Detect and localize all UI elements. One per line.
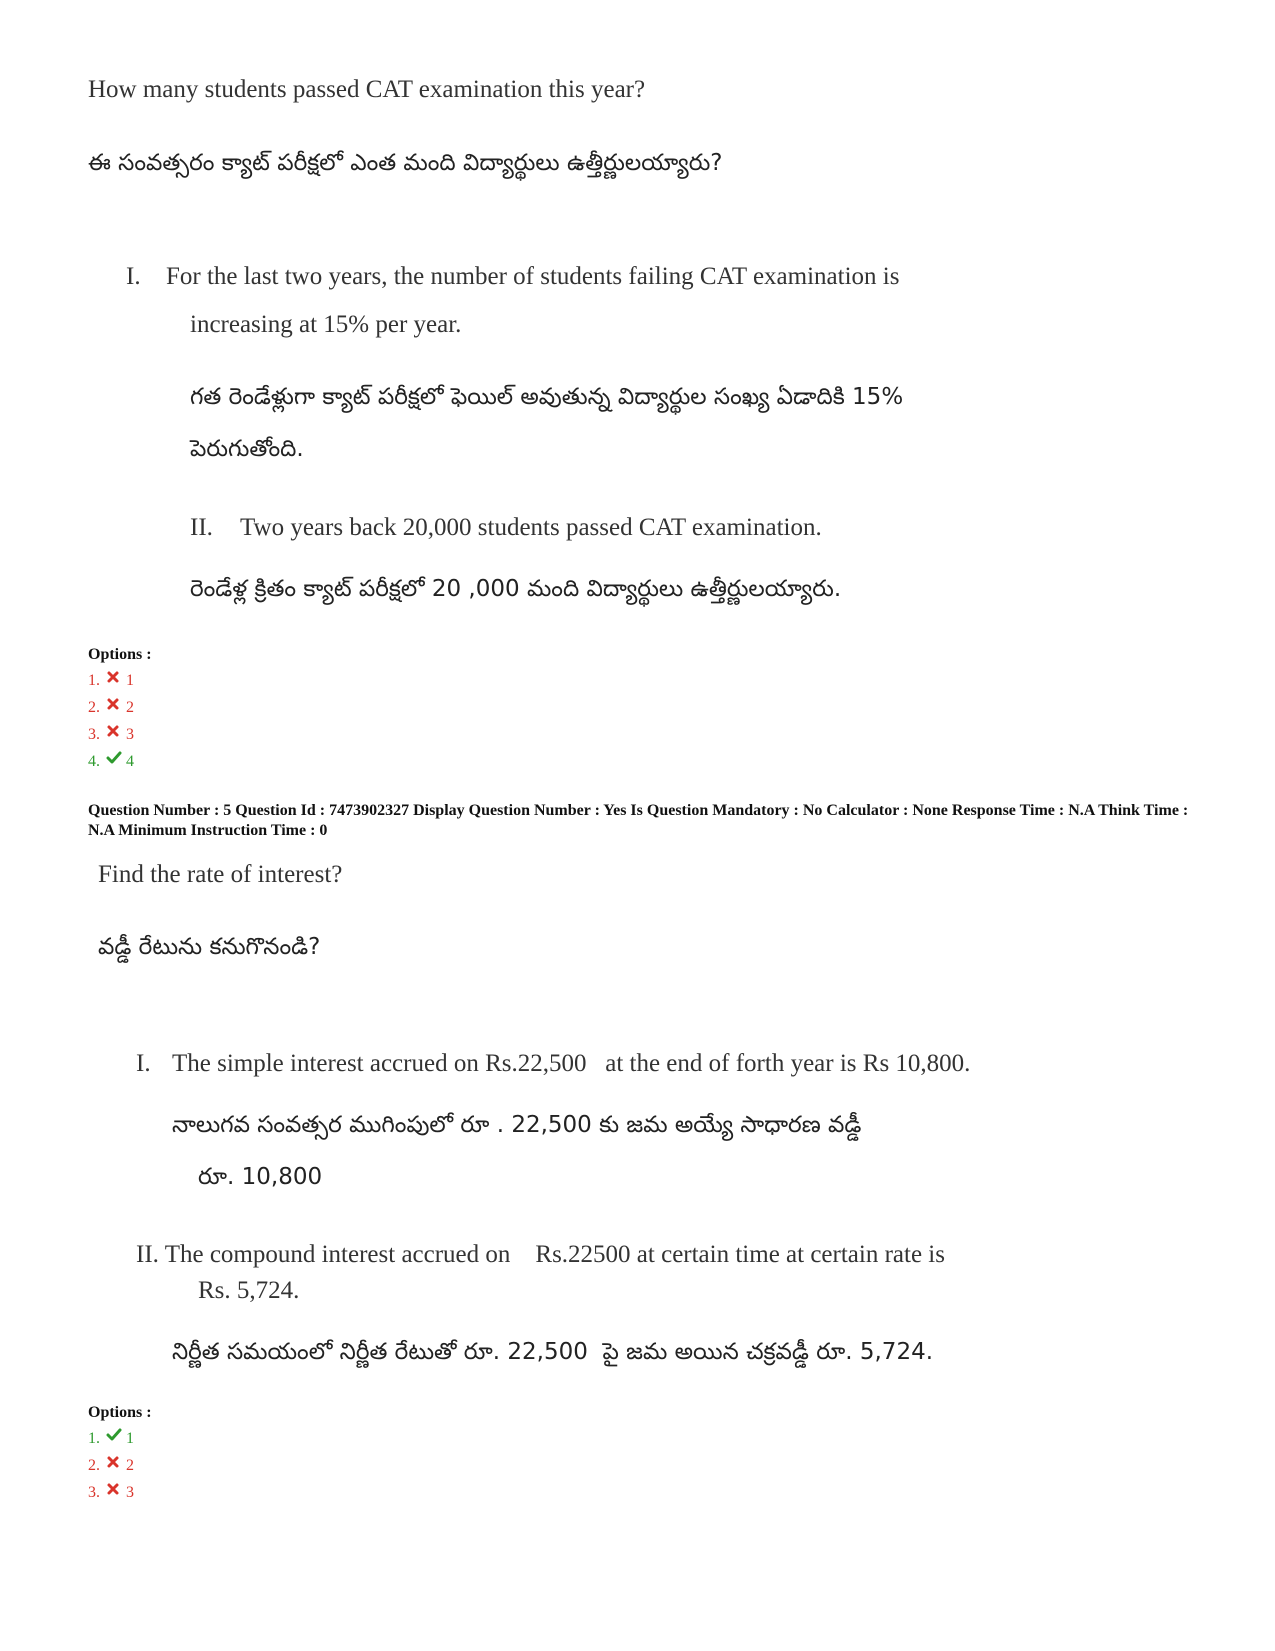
cross-icon — [106, 1455, 120, 1469]
q4-statement-2-en: Two years back 20,000 students passed CAT examination. — [240, 514, 822, 541]
check-icon — [106, 751, 120, 765]
q4-statement-1-en-line2: increasing at 15% per year. — [190, 311, 462, 338]
q4-statement-1-number: I. — [126, 263, 141, 290]
cross-icon — [106, 724, 120, 738]
q5-option-2[interactable] — [88, 1457, 134, 1475]
q5-statement-2-en-line2: Rs. 5,724. — [198, 1277, 300, 1304]
question-4-text-te: ఈ సంవత్సరం క్యాట్ పరీక్షలో ఎంత మంది విద్యార్థులు ఉత్తీర్ణులయ్యారు? — [88, 150, 723, 176]
q4-options-label: Options : — [88, 646, 152, 663]
q4-option-4[interactable] — [88, 753, 134, 771]
q5-statement-1-te-line2: రూ. 10,800 — [198, 1164, 323, 1190]
option-number: 3. — [88, 726, 100, 743]
question-4-text-en: How many students passed CAT examination this year? — [88, 76, 646, 103]
q5-statement-1-en: The simple interest accrued on Rs.22,500 at the end of forth year is Rs 10,800. — [172, 1050, 971, 1077]
q4-option-3[interactable] — [88, 726, 134, 744]
option-text: 2 — [126, 699, 134, 716]
q4-option-1[interactable] — [88, 672, 134, 690]
q5-option-1[interactable] — [88, 1430, 134, 1448]
q4-option-2[interactable] — [88, 699, 134, 717]
question-5-text-te: వడ్డీ రేటును కనుగొనండి? — [98, 934, 321, 960]
q4-statement-1-en-line1: For the last two years, the number of students failing CAT examination is — [166, 263, 900, 290]
q5-statement-1-number: I. — [136, 1050, 151, 1077]
q4-statement-2-number: II. — [190, 514, 213, 541]
question-5-text-en: Find the rate of interest? — [98, 861, 343, 888]
option-number: 2. — [88, 699, 100, 716]
option-text: 1 — [126, 672, 134, 689]
option-number: 3. — [88, 1484, 100, 1501]
option-text: 3 — [126, 726, 134, 743]
check-icon — [106, 1428, 120, 1442]
q5-statement-1-te-line1: నాలుగవ సంవత్సర ముగింపులో రూ . 22,500 కు జమ అయ్యే సాధారణ వడ్డీ — [172, 1112, 862, 1138]
cross-icon — [106, 697, 120, 711]
option-text: 1 — [126, 1430, 134, 1447]
option-number: 4. — [88, 753, 100, 770]
option-text: 4 — [126, 753, 134, 770]
q4-statement-1-te-line1: గత రెండేళ్లుగా క్యాట్ పరీక్షలో ఫెయిల్ అవుతున్న విద్యార్థుల సంఖ్య ఏడాదికి 15% — [190, 384, 904, 410]
q5-statement-2-en-line1: II. The compound interest accrued on Rs.22500 at certain time at certain rate is — [136, 1241, 945, 1268]
option-number: 2. — [88, 1457, 100, 1474]
q4-statement-2-te: రెండేళ్ల క్రితం క్యాట్ పరీక్షలో 20 ,000 మంది విద్యార్థులు ఉత్తీర్ణులయ్యారు. — [190, 576, 842, 602]
q5-statement-2-te: నిర్ణీత సమయంలో నిర్ణీత రేటుతో రూ. 22,500 పై జమ అయిన చక్రవడ్డీ రూ. 5,724. — [172, 1339, 934, 1365]
cross-icon — [106, 1482, 120, 1496]
option-number: 1. — [88, 1430, 100, 1447]
option-text: 2 — [126, 1457, 134, 1474]
option-number: 1. — [88, 672, 100, 689]
cross-icon — [106, 670, 120, 684]
question-5-meta: Question Number : 5 Question Id : 7473902327 Display Question Number : Yes Is Question Mandatory : No Calculator : None Response Time : N.A Think Time : N.A Minimum Instruction Time : 0 — [88, 802, 1189, 839]
q5-option-3[interactable] — [88, 1484, 134, 1502]
option-text: 3 — [126, 1484, 134, 1501]
q5-options-label: Options : — [88, 1404, 152, 1421]
q4-statement-1-te-line2: పెరుగుతోంది. — [190, 436, 304, 462]
